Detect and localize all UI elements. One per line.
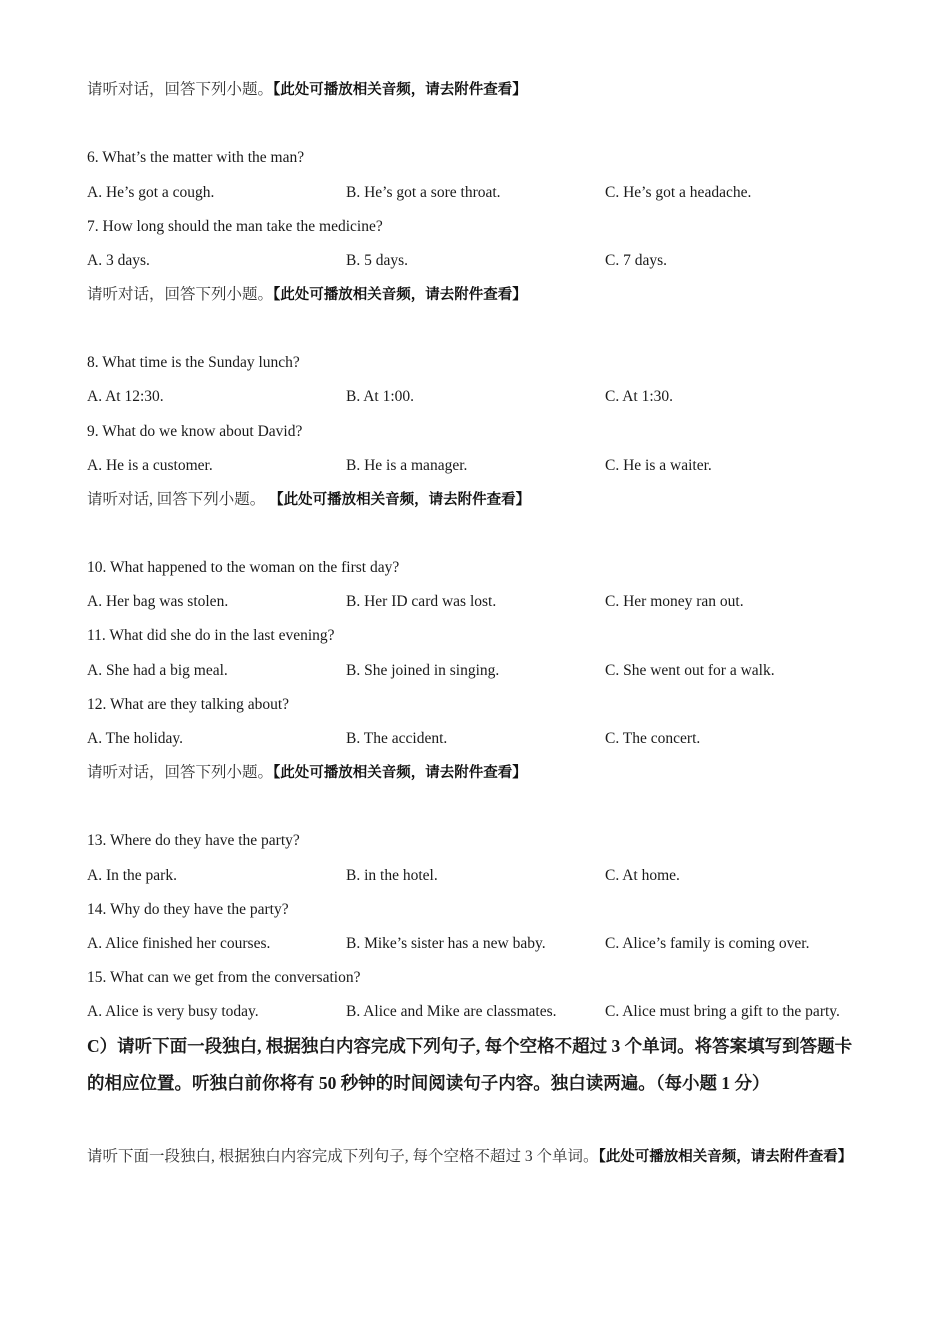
q7-option-b: B. 5 days. xyxy=(346,252,408,269)
q11-option-a: A. She had a big meal. xyxy=(87,662,228,679)
q9-option-a: A. He is a customer. xyxy=(87,457,213,474)
instruction-text: 请听对话，回答下列小题。 xyxy=(87,81,274,98)
q15-option-b: B. Alice and Mike are classmates. xyxy=(346,1003,557,1020)
question-10: 10. What happened to the woman on the first day? xyxy=(87,559,400,576)
question-6: 6. What’s the matter with the man? xyxy=(87,149,305,166)
instruction-line xyxy=(87,285,527,305)
q8-option-b: B. At 1:00. xyxy=(346,388,415,405)
question-7: 7. How long should the man take the medicine? xyxy=(87,218,383,235)
instruction-text: 请听对话, 回答下列小题。 xyxy=(87,491,266,508)
question-9: 9. What do we know about David? xyxy=(87,423,303,440)
q10-option-a: A. Her bag was stolen. xyxy=(87,593,229,610)
section-c-heading: C）请听下面一段独白, 根据独白内容完成下列句子, 每个空格不超过 3 个单词。将答案填写到答题卡的相应位置。听独白前你将有 50 秒钟的时间阅读句子内容。独白读两遍。（每小题 1 分） xyxy=(87,1036,853,1093)
q15-option-c: C. Alice must bring a gift to the party. xyxy=(605,1003,840,1020)
q6-option-b: B. He’s got a sore throat. xyxy=(346,184,501,201)
q8-option-c: C. At 1:30. xyxy=(605,388,674,405)
q8-option-a: A. At 12:30. xyxy=(87,388,164,405)
q14-option-c: C. Alice’s family is coming over. xyxy=(605,935,810,952)
section-c-text: 请听下面一段独白, 根据独白内容完成下列句子, 每个空格不超过 3 个单词。 xyxy=(87,1148,599,1165)
question-15: 15. What can we get from the conversation? xyxy=(87,969,361,986)
q10-option-b: B. Her ID card was lost. xyxy=(346,593,497,610)
question-14: 14. Why do they have the party? xyxy=(87,901,289,918)
q13-option-a: A. In the park. xyxy=(87,867,177,884)
q7-option-a: A. 3 days. xyxy=(87,252,150,269)
q6-option-a: A. He’s got a cough. xyxy=(87,184,215,201)
question-11: 11. What did she do in the last evening? xyxy=(87,627,335,644)
q10-option-c: C. Her money ran out. xyxy=(605,593,744,610)
q11-option-b: B. She joined in singing. xyxy=(346,662,500,679)
audio-note: 【此处可播放相关音频，请去附件查看】 xyxy=(273,765,527,781)
instruction-line xyxy=(87,80,527,100)
q12-option-a: A. The holiday. xyxy=(87,730,183,747)
section-c-instruction xyxy=(87,1138,867,1176)
question-12: 12. What are they talking about? xyxy=(87,696,290,713)
q9-option-b: B. He is a manager. xyxy=(346,457,468,474)
q7-option-c: C. 7 days. xyxy=(605,252,667,269)
q11-option-c: C. She went out for a walk. xyxy=(605,662,775,679)
q14-option-b: B. Mike’s sister has a new baby. xyxy=(346,935,546,952)
instruction-text: 请听对话，回答下列小题。 xyxy=(87,764,274,781)
q9-option-c: C. He is a waiter. xyxy=(605,457,712,474)
instruction-line xyxy=(87,763,527,783)
q12-option-c: C. The concert. xyxy=(605,730,701,747)
instruction-text: 请听对话，回答下列小题。 xyxy=(87,286,274,303)
q13-option-b: B. in the hotel. xyxy=(346,867,438,884)
instruction-line xyxy=(87,490,530,510)
audio-note: 【此处可播放相关音频，请去附件查看】 xyxy=(273,287,527,303)
q6-option-c: C. He’s got a headache. xyxy=(605,184,752,201)
question-13: 13. Where do they have the party? xyxy=(87,832,300,849)
audio-note: 【此处可播放相关音频，请去附件查看】 xyxy=(598,1149,853,1165)
q13-option-c: C. At home. xyxy=(605,867,680,884)
question-8: 8. What time is the Sunday lunch? xyxy=(87,354,300,371)
audio-note: 【此处可播放相关音频，请去附件查看】 xyxy=(273,82,527,98)
q14-option-a: A. Alice finished her courses. xyxy=(87,935,271,952)
audio-note: 【此处可播放相关音频，请去附件查看】 xyxy=(269,492,531,508)
q15-option-a: A. Alice is very busy today. xyxy=(87,1003,259,1020)
q12-option-b: B. The accident. xyxy=(346,730,448,747)
